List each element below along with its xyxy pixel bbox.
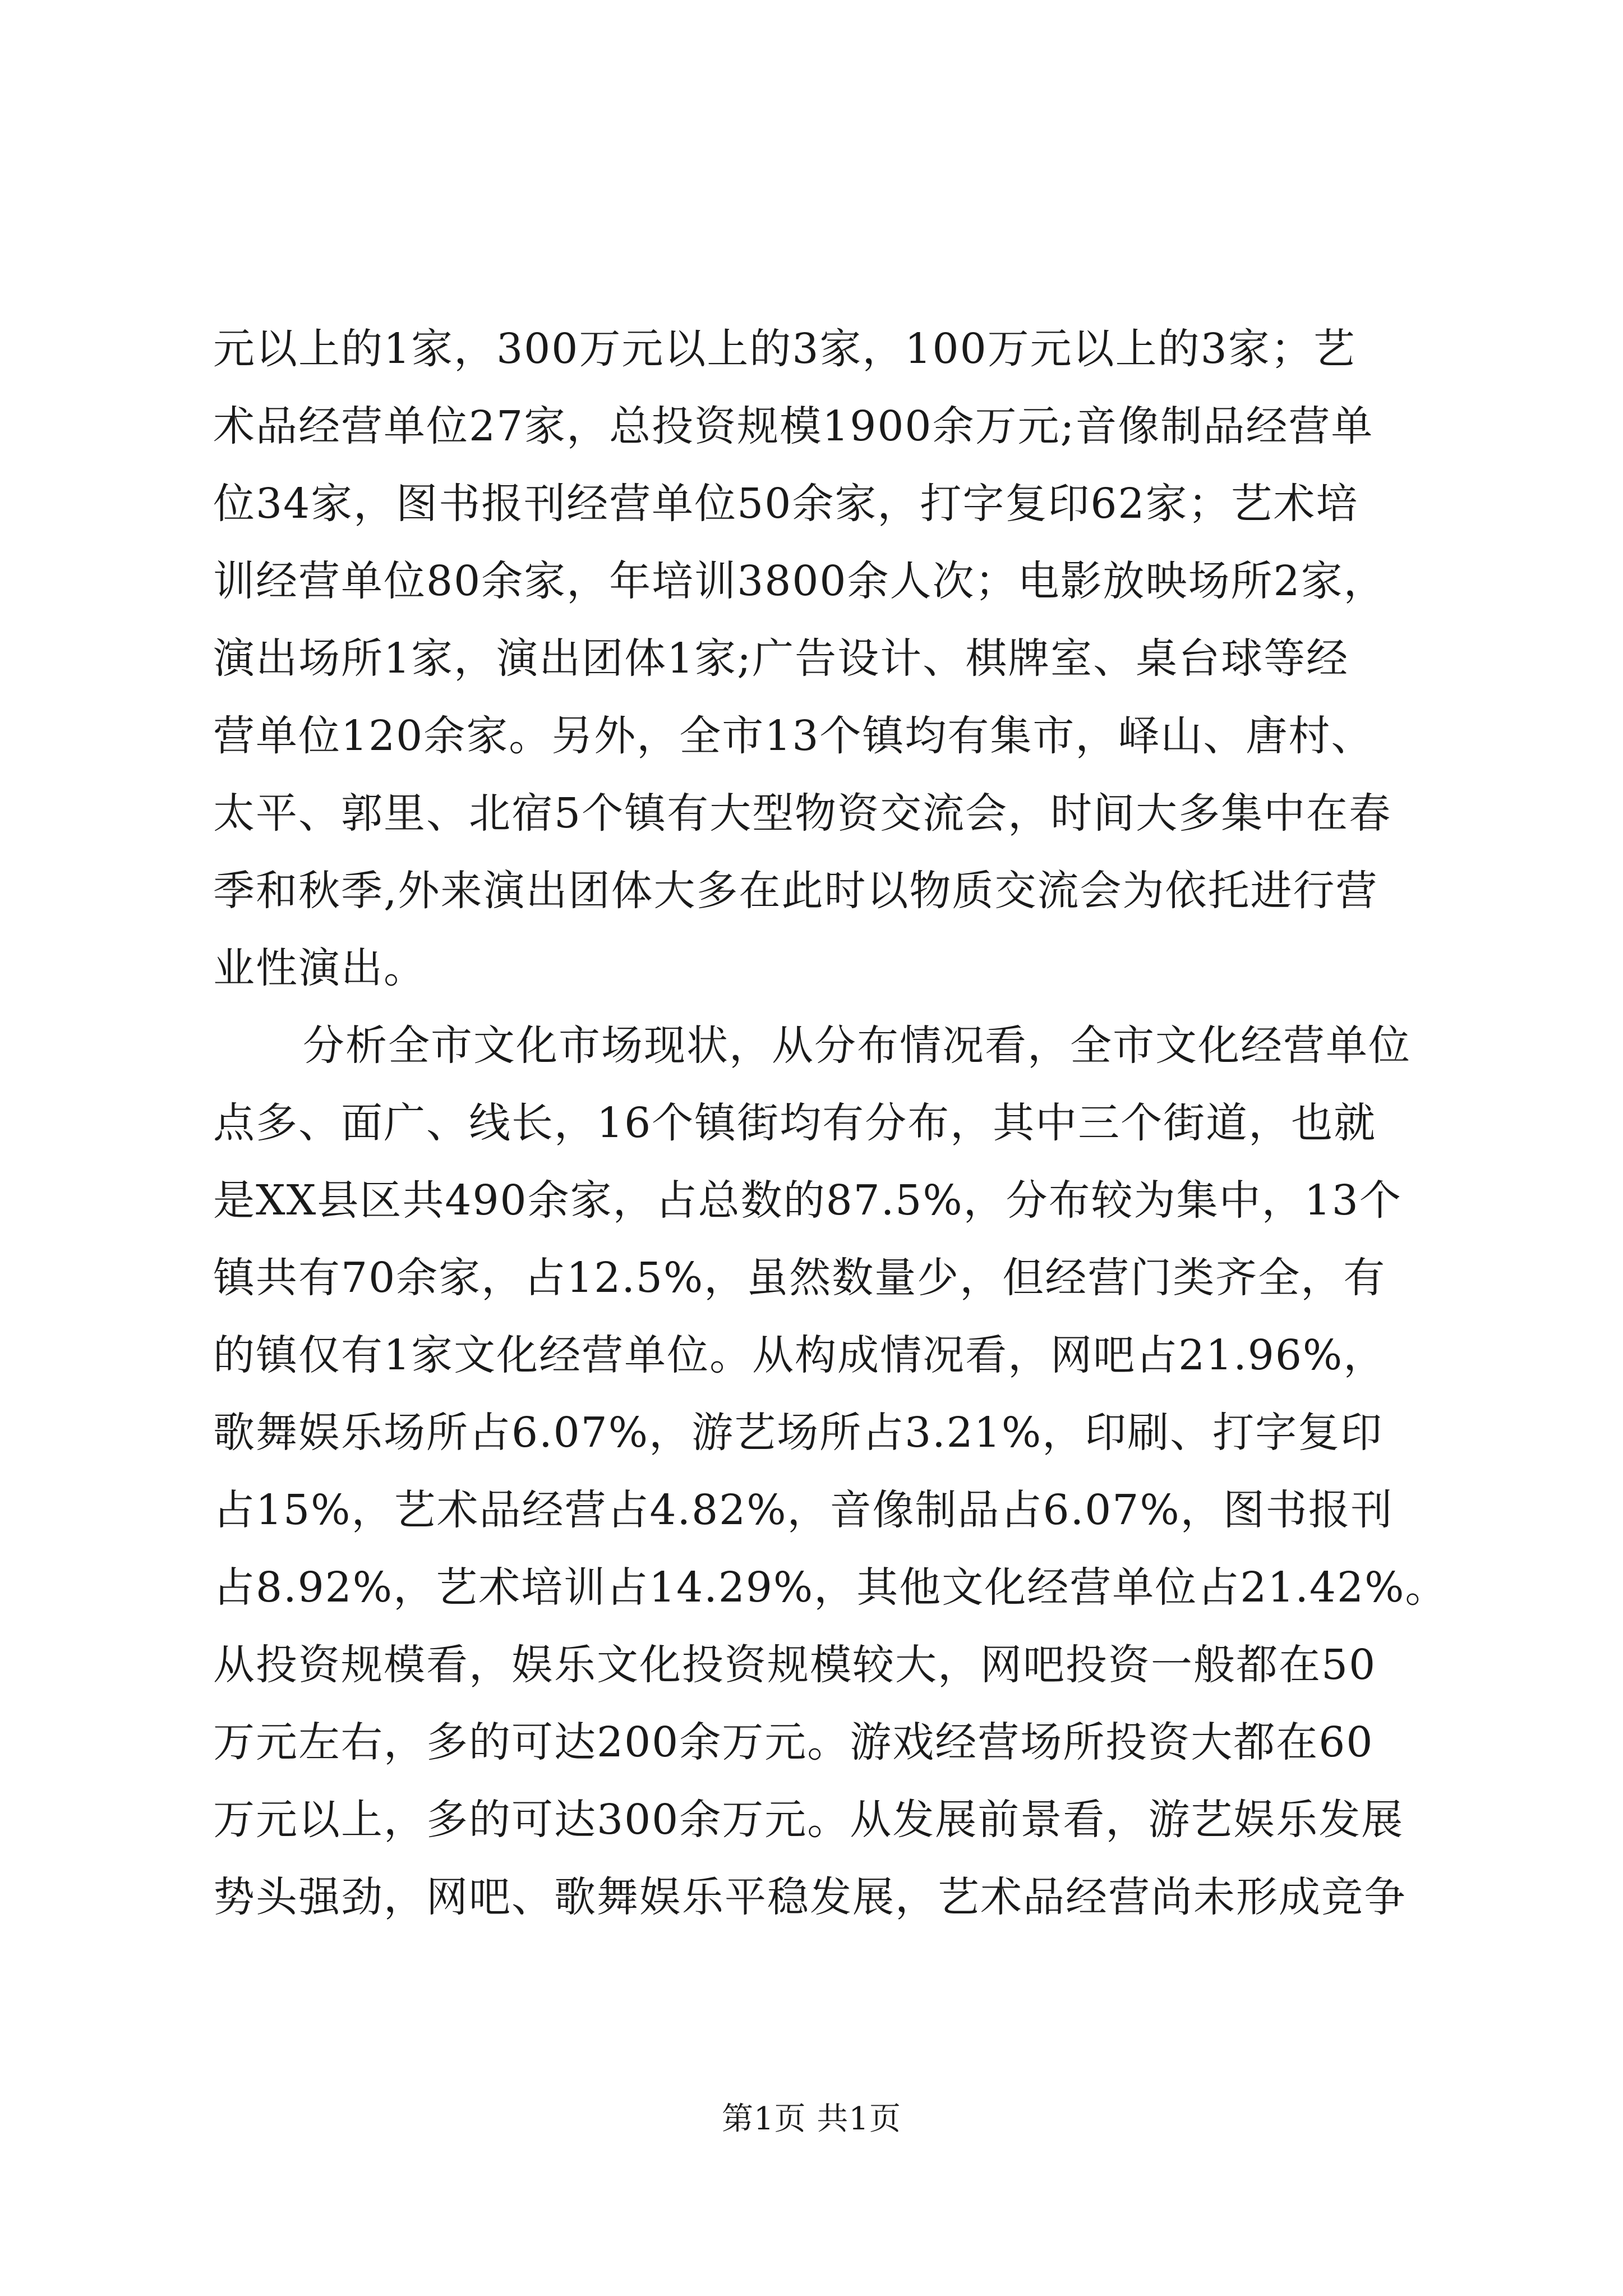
- text-line: 营单位120余家。另外，全市13个镇均有集市，峄山、唐村、: [213, 712, 1374, 760]
- page-number-footer: 第1页 共1页: [721, 2101, 902, 2137]
- text-line: 太平、郭里、北宿5个镇有大型物资交流会，时间大多集中在春: [213, 789, 1392, 838]
- text-line: 占8.92%，艺术培训占14.29%，其他文化经营单位占21.42%。: [213, 1563, 1448, 1612]
- text-line: 是XX县区共490余家，占总数的87.5%，分布较为集中，13个: [213, 1176, 1402, 1225]
- text-line: 万元以上，多的可达300余万元。从发展前景看，游艺娱乐发展: [213, 1796, 1404, 1844]
- paragraph-first-line: 分析全市文化市场现状，从分布情况看，全市文化经营单位: [303, 1022, 1411, 1070]
- text-line: 业性演出。: [213, 944, 426, 992]
- text-line: 演出场所1家，演出团体1家;广告设计、棋牌室、桌台球等经: [213, 634, 1349, 683]
- text-line: 点多、面广、线长，16个镇街均有分布，其中三个街道，也就: [213, 1099, 1377, 1147]
- text-line: 镇共有70余家，占12.5%，虽然数量少，但经营门类齐全，有: [213, 1254, 1386, 1302]
- text-line: 万元左右，多的可达200余万元。游戏经营场所投资大都在60: [213, 1718, 1374, 1766]
- text-line: 歌舞娱乐场所占6.07%，游艺场所占3.21%，印刷、打字复印: [213, 1409, 1384, 1457]
- text-line: 季和秋季,外来演出团体大多在此时以物质交流会为依托进行营: [213, 867, 1378, 915]
- text-line: 训经营单位80余家，年培训3800余人次；电影放映场所2家，: [213, 557, 1386, 605]
- text-line: 势头强劲，网吧、歌舞娱乐平稳发展，艺术品经营尚未形成竞争: [213, 1873, 1407, 1921]
- text-line: 位34家，图书报刊经营单位50余家，打字复印62家；艺术培: [213, 480, 1359, 528]
- text-line: 从投资规模看，娱乐文化投资规模较大，网吧投资一般都在50: [213, 1641, 1377, 1689]
- text-line: 占15%，艺术品经营占4.82%，音像制品占6.07%，图书报刊: [213, 1486, 1394, 1534]
- text-line: 术品经营单位27家，总投资规模1900余万元;音像制品经营单: [213, 402, 1374, 450]
- text-line: 的镇仅有1家文化经营单位。从构成情况看，网吧占21.96%，: [213, 1331, 1386, 1379]
- text-line: 元以上的1家，300万元以上的3家，100万元以上的3家；艺: [213, 325, 1356, 373]
